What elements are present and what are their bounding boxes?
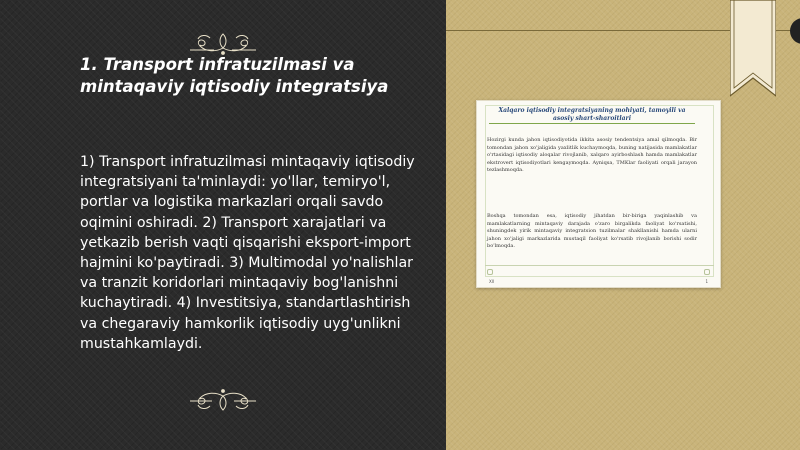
slide-body-text: 1) Transport infratuzilmasi mintaqaviy iqtisodiy integratsiyani ta'minlaydi: yo'llar, temiryo'l, portlar va logistika markazlari orqali savdo oqimini oshiradi. 2) Transport xarajatlari va yetkazib berish vaqti qisqarishi eksport-import hajmini ko'paytiradi. 3) Multimodal yo'nalishlar va tranzit koridorlari mintaqaviy bog'lanishni kuchaytiradi. 4) Investitsiya, standartlashtirish va chegaraviy hamkorlik iqtisodiy uyg'unlikni mustahkamlaydi.	[80, 154, 415, 352]
slide-title: 1. Transport infratuzilmasi va mintaqaviy iqtisodiy integratsiya	[80, 55, 389, 96]
document-page-label-right: 1	[705, 279, 708, 284]
document-title-rule	[489, 123, 695, 124]
document-corner-mark	[704, 269, 710, 275]
flourish-ornament-icon	[188, 388, 258, 414]
document-image	[476, 100, 721, 288]
document-frame	[485, 105, 714, 277]
document-title: Xalqaro iqtisodiy integratsiyaning mohiyati, tamoyili va asosiy shart-sharoitlari	[498, 107, 686, 122]
corner-circle	[790, 18, 800, 44]
flourish-ornament-icon	[188, 30, 258, 56]
document-page-label-left: XII	[489, 279, 495, 284]
document-paragraph-2: Boshqa tomondan esa, iqtisodiy jihatdan bir-biriga yaqinlashib va mamlakatlarning mintaqaviy darajada o'zaro birgalikda faoliyat ko'rsatishi, shuningdek yirik mintaqaviy integratsion tuzilmalar shakllanishi hamda ularni jahon xo'jaligi markazlarida mustaqil faoliyat ko'rsatib rivojlanib borishi sodir bo'lmoqda.	[487, 213, 697, 249]
document-corner-mark	[487, 269, 493, 275]
document-footer-rule	[485, 265, 714, 266]
document-paragraph-1: Hozirgi kunda jahon iqtisodiyotida ikkita asosiy tendentsiya amal qilmoqda. Bir tomondan jahon xo'jaligida yaxlitlik kuchaymoqda, buning natijasida mamlakatlar o'rtasidagi iqtisodiy aloqalar rivojlanib, xalqaro ayirboshlash hamda mamlakatlar ekstrovert iqtisodiyotlari kengaymoqda. Ayniqsa, TMKlar faoliyati orqali jarayon tezlashmoqda.	[487, 137, 697, 173]
bookmark-ribbon-icon	[730, 0, 776, 100]
